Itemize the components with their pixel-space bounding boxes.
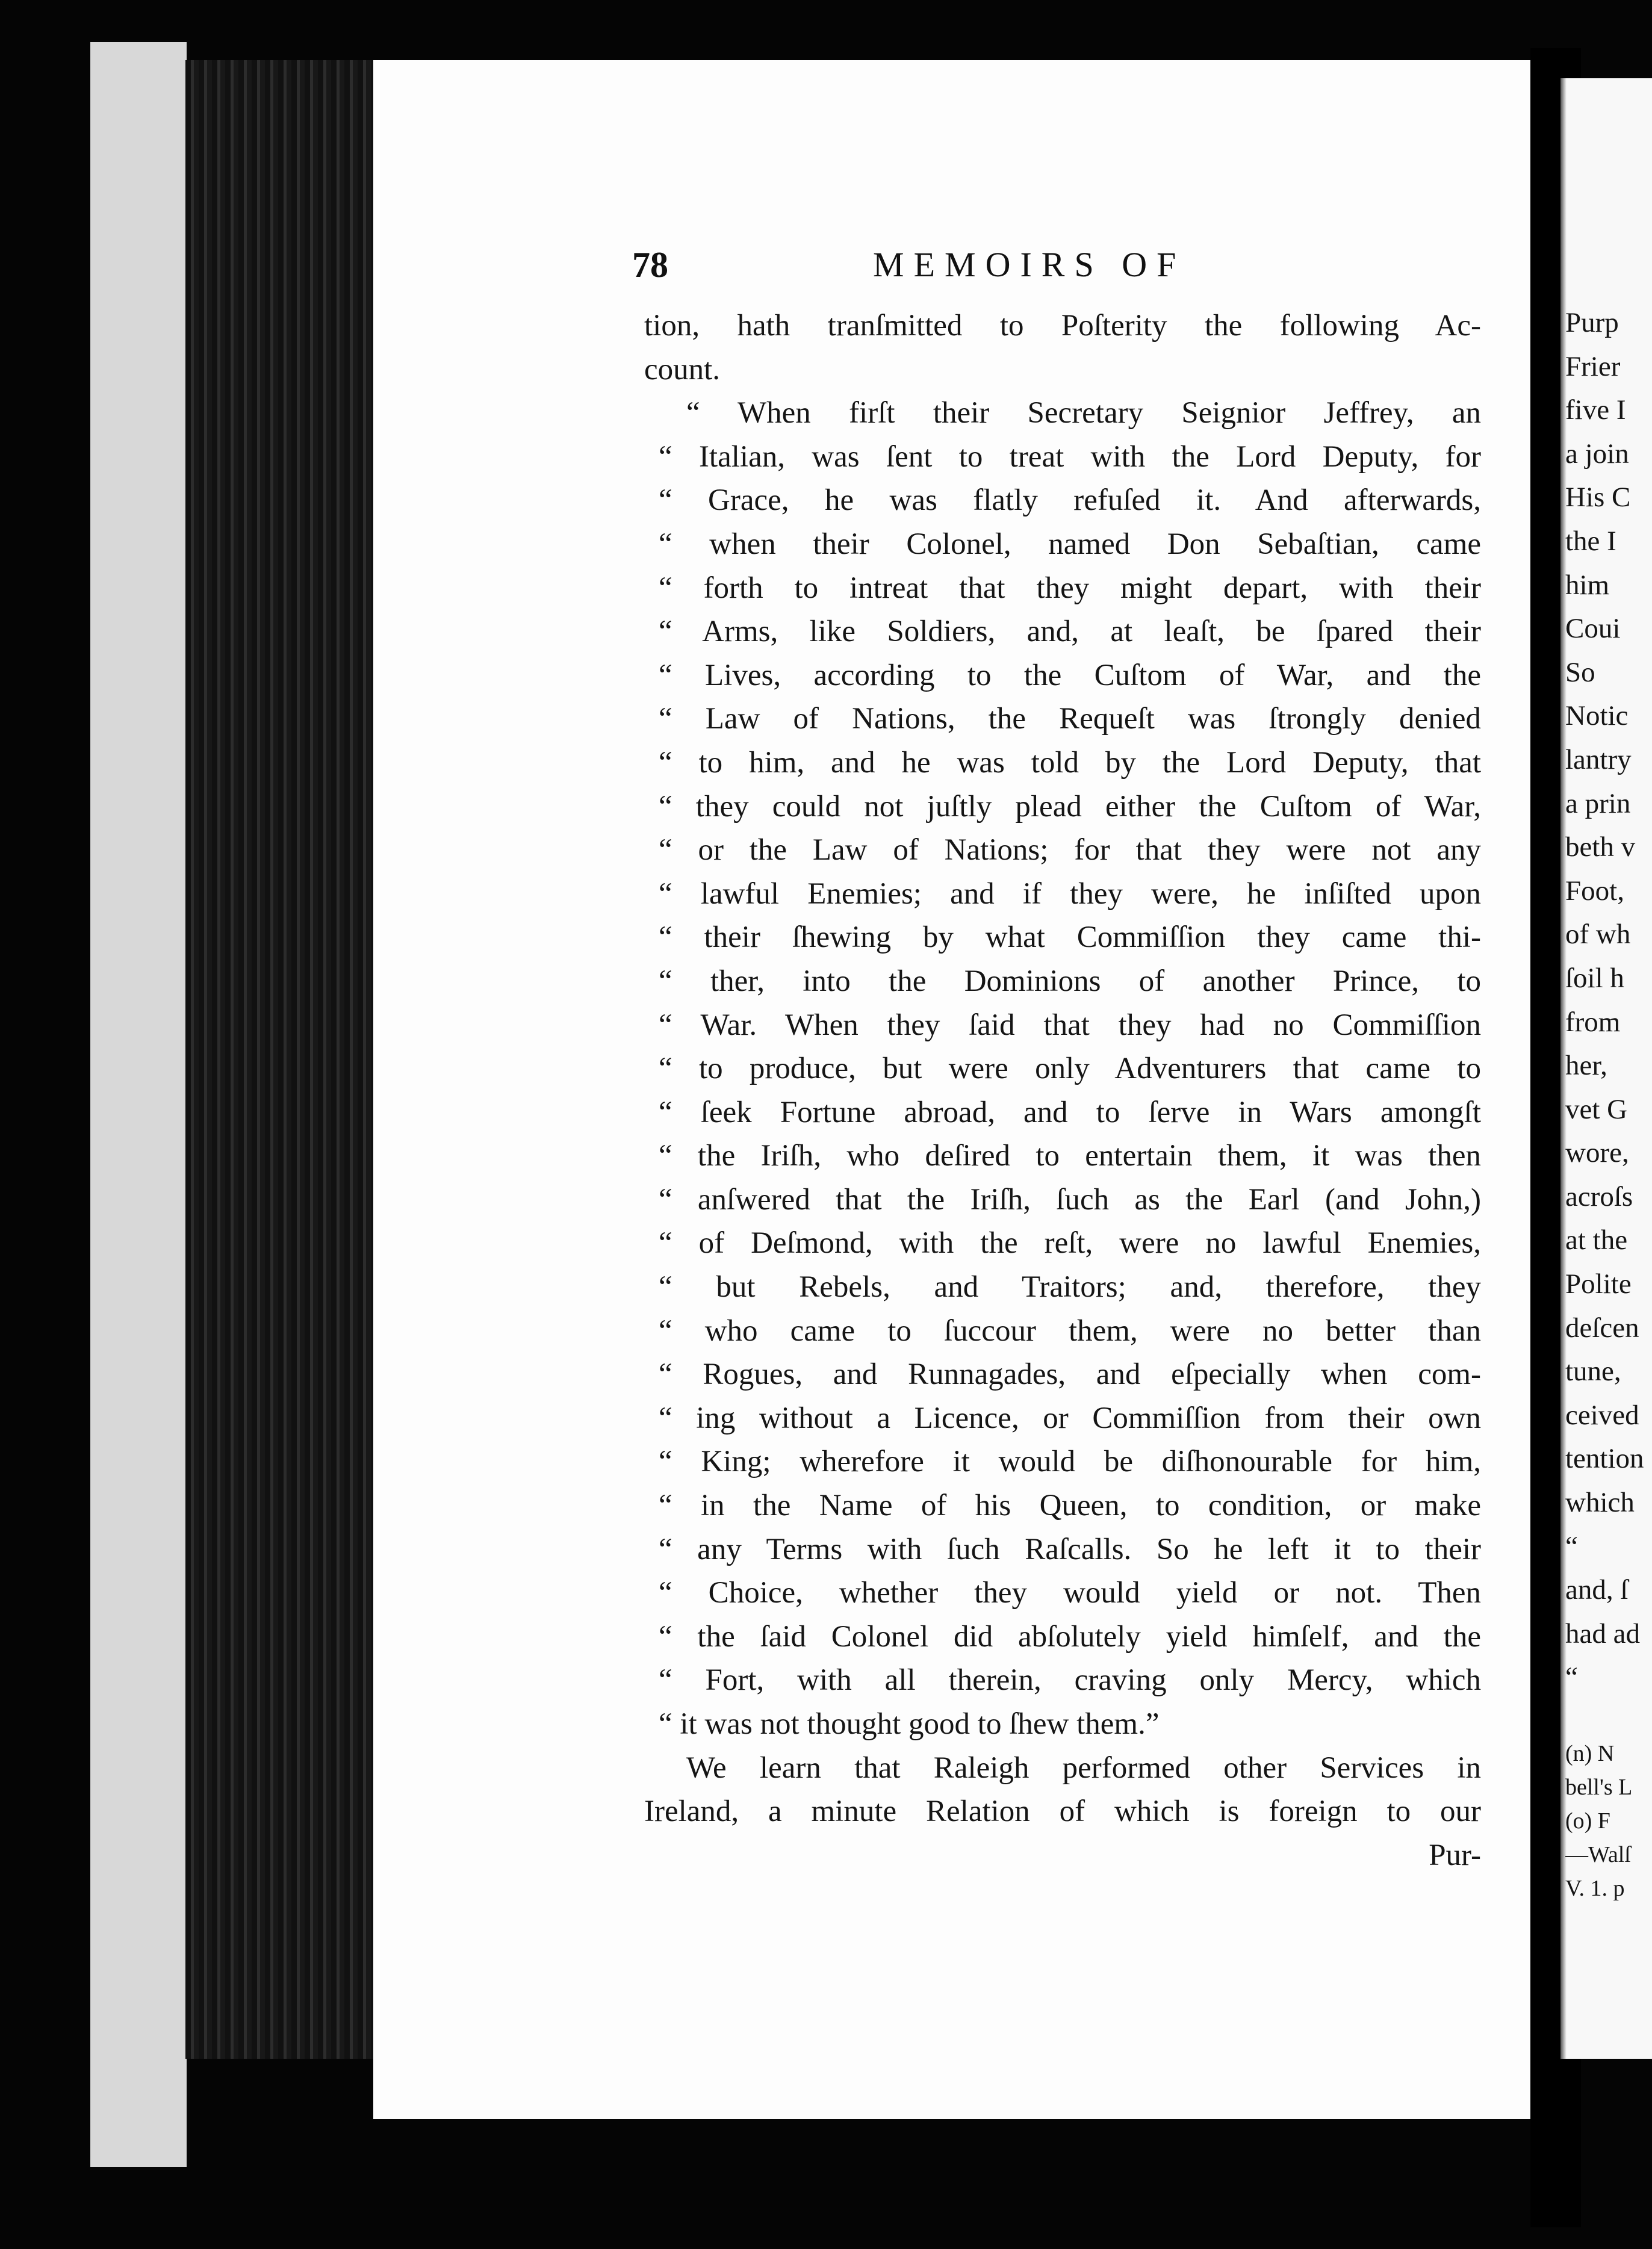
right-text-line: Frier xyxy=(1565,350,1621,382)
right-text-line: a join xyxy=(1565,438,1629,470)
right-text-line: So xyxy=(1565,656,1595,688)
right-text-line: tune, xyxy=(1565,1356,1621,1388)
text-line: “ ing without a Licence, or Commiſſion from their own xyxy=(659,1401,1481,1435)
text-line: “ forth to intreat that they might depart, with their xyxy=(659,571,1481,605)
footnote-line: —Walſ xyxy=(1565,1842,1631,1867)
text-line: “ King; wherefore it would be diſhonourable for him, xyxy=(659,1445,1481,1479)
text-line: Ireland, a minute Relation of which is foreign to our xyxy=(644,1795,1481,1829)
right-text-line: vet G xyxy=(1565,1093,1628,1125)
right-text-line: Notic xyxy=(1565,700,1629,732)
text-line: “ Law of Nations, the Requeſt was ſtrongly denied xyxy=(659,702,1481,736)
body-text xyxy=(644,304,1481,1877)
text-line: “ Arms, like Soldiers, and, at leaſt, be ſpared their xyxy=(659,615,1481,649)
right-text-line: acroſs xyxy=(1565,1180,1633,1212)
text-line: “ Choice, whether they would yield or not. Then xyxy=(659,1576,1481,1610)
right-page-footnotes xyxy=(1565,1737,1650,1905)
footnote-line: (n) N xyxy=(1565,1741,1615,1766)
right-text-line: him xyxy=(1565,569,1610,601)
right-text-line: of wh xyxy=(1565,919,1631,951)
text-line: “ the ſaid Colonel did abſolutely yield himſelf, and the xyxy=(659,1619,1481,1654)
text-line: “ to him, and he was told by the Lord Deputy, that xyxy=(659,745,1481,780)
right-page-text xyxy=(1565,301,1650,1699)
right-text-line: five I xyxy=(1565,394,1626,426)
text-line: count. xyxy=(644,352,721,386)
right-text-line: “ xyxy=(1565,1530,1578,1562)
text-line: “ but Rebels, and Traitors; and, therefore, they xyxy=(659,1270,1481,1304)
text-line: “ lawful Enemies; and if they were, he inſiſted upon xyxy=(659,876,1481,911)
right-text-line: which xyxy=(1565,1487,1635,1519)
right-text-line: lantry xyxy=(1565,743,1632,775)
text-line: “ War. When they ſaid that they had no Commiſſion xyxy=(659,1008,1481,1042)
text-line: “ ſeek Fortune abroad, and to ſerve in Wars amongſt xyxy=(659,1095,1481,1129)
book-block-edge xyxy=(185,60,373,2059)
right-text-line: the I xyxy=(1565,525,1616,557)
text-line: “ who came to ſuccour them, were no better than xyxy=(659,1314,1481,1348)
right-text-line: at the xyxy=(1565,1224,1628,1256)
footnote-line: bell's L xyxy=(1565,1775,1633,1800)
catchword: Pur- xyxy=(1429,1838,1481,1872)
right-text-line: Polite xyxy=(1565,1268,1632,1300)
text-line: “ anſwered that the Iriſh, ſuch as the Earl (and John,) xyxy=(659,1182,1481,1217)
text-line: “ Lives, according to the Cuſtom of War, and the xyxy=(659,658,1481,692)
text-line: “ When firſt their Secretary Seignior Jeffrey, an xyxy=(686,396,1481,430)
right-text-line: from xyxy=(1565,1006,1621,1038)
text-line: “ Grace, he was flatly refuſed it. And afterwards, xyxy=(659,483,1481,518)
right-text-line: ceived xyxy=(1565,1399,1639,1431)
right-text-line: His C xyxy=(1565,482,1631,513)
right-text-line: Purp xyxy=(1565,307,1619,338)
text-line: “ the Iriſh, who deſired to entertain them, it was then xyxy=(659,1139,1481,1173)
text-line: “ ther, into the Dominions of another Prince, to xyxy=(659,964,1481,998)
page-number: 78 xyxy=(632,245,668,285)
text-line: “ Fort, with all therein, craving only Mercy, which xyxy=(659,1663,1481,1698)
text-line: “ to produce, but were only Adventurers that came to xyxy=(659,1052,1481,1086)
right-text-line: had ad xyxy=(1565,1618,1640,1649)
text-line: “ Rogues, and Runnagades, and eſpecially when com- xyxy=(659,1357,1481,1392)
text-line: “ it was not thought good to ſhew them.” xyxy=(659,1707,1160,1741)
page-header xyxy=(632,241,1499,289)
text-line: We learn that Raleigh performed other Services in xyxy=(686,1751,1481,1785)
right-text-line: and, ſ xyxy=(1565,1574,1629,1606)
footnote-line: (o) F xyxy=(1565,1808,1610,1834)
page-edges xyxy=(90,42,187,2167)
text-line: “ Italian, was ſent to treat with the Lord Deputy, for xyxy=(659,439,1481,474)
text-line: “ their ſhewing by what Commiſſion they came thi- xyxy=(659,920,1481,955)
text-line: “ in the Name of his Queen, to condition, or make xyxy=(659,1489,1481,1523)
text-line: tion, hath tranſmitted to Poſterity the following Ac- xyxy=(644,309,1481,343)
right-text-line: Foot, xyxy=(1565,875,1624,907)
right-text-line: “ xyxy=(1565,1661,1578,1693)
footnote-line: V. 1. p xyxy=(1565,1876,1625,1901)
right-text-line: deſcen xyxy=(1565,1312,1639,1344)
text-line: “ they could not juſtly plead either the Cuſtom of War, xyxy=(659,789,1481,824)
text-line: “ or the Law of Nations; for that they were not any xyxy=(659,833,1481,867)
right-text-line: her, xyxy=(1565,1050,1607,1082)
text-line: “ any Terms with ſuch Raſcalls. So he left it to their xyxy=(659,1532,1481,1566)
right-text-line: ſoil h xyxy=(1565,962,1624,994)
text-line: “ when their Colonel, named Don Sebaſtian, came xyxy=(659,527,1481,561)
right-text-line: beth v xyxy=(1565,831,1636,863)
right-text-line: a prin xyxy=(1565,787,1631,819)
right-text-line: Coui xyxy=(1565,613,1621,645)
text-line: “ of Deſmond, with the reſt, were no lawful Enemies, xyxy=(659,1226,1481,1261)
running-head: MEMOIRS OF xyxy=(873,245,1186,284)
right-text-line: wore, xyxy=(1565,1137,1629,1169)
right-text-line: tention xyxy=(1565,1443,1644,1475)
